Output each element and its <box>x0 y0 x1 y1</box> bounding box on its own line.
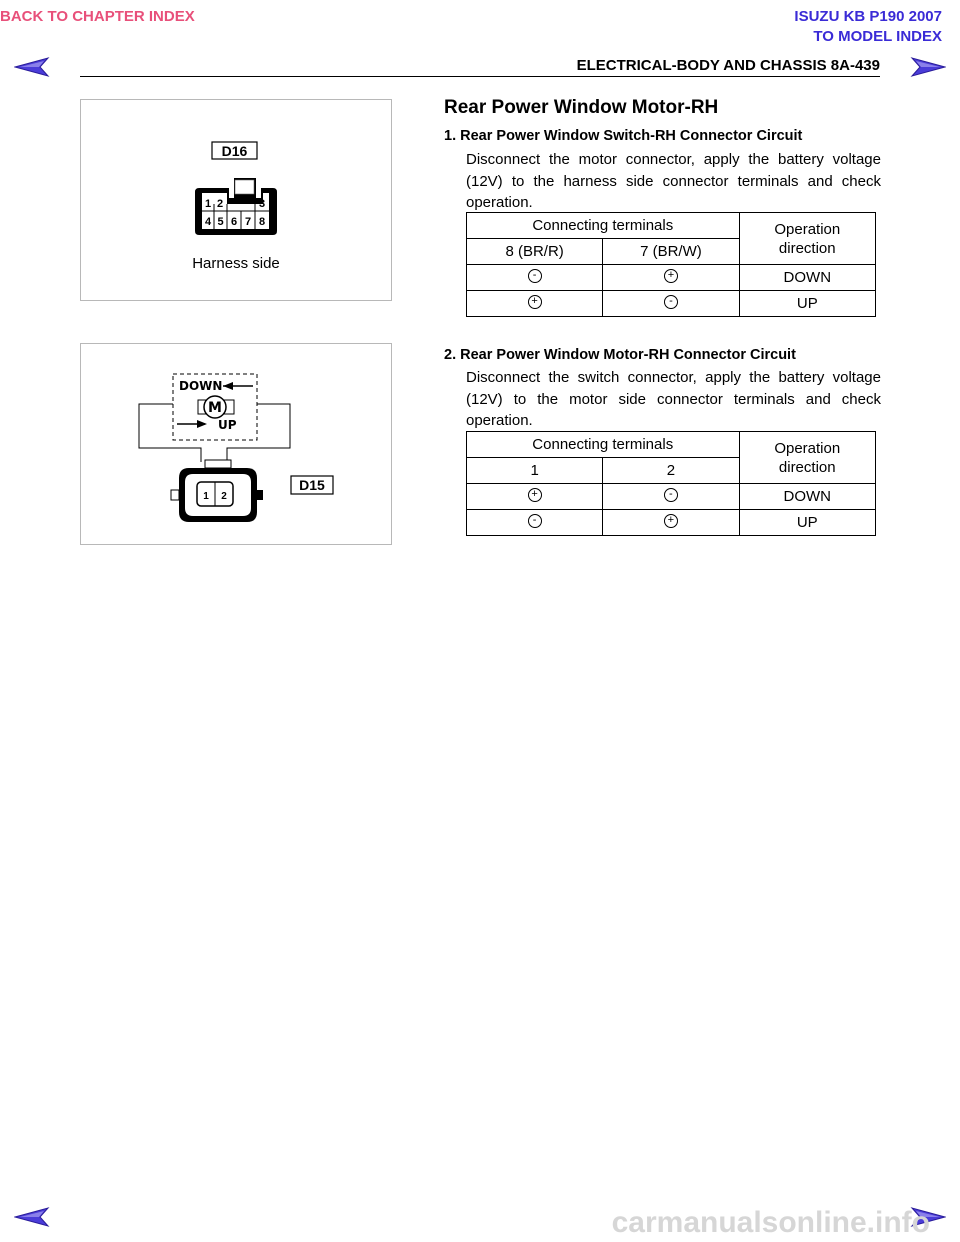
d16-id-label: D16 <box>221 143 248 159</box>
d16-pin-4: 4 <box>204 216 212 228</box>
d15-pin-1: 1 <box>203 491 209 502</box>
polarity-symbol: + <box>664 269 678 283</box>
step-2-line-3: operation. <box>466 412 533 429</box>
step-1-line-3: operation. <box>466 194 533 211</box>
up-label: UP <box>218 418 237 432</box>
d15-motor-connector-figure <box>80 343 392 545</box>
d16-pin-1: 1 <box>204 198 212 210</box>
d15-motor-diagram <box>81 344 391 544</box>
d16-connector-figure <box>80 99 392 301</box>
direction-header: Operation direction <box>739 432 876 484</box>
page-heading: Rear Power Window Motor-RH <box>444 97 719 118</box>
polarity-symbol: - <box>528 514 542 528</box>
table-row <box>467 265 876 291</box>
table-row <box>467 484 876 510</box>
step-2-title: 2. Rear Power Window Motor-RH Connector Circuit <box>444 347 796 363</box>
back-to-chapter-index-link[interactable]: BACK TO CHAPTER INDEX <box>0 8 195 25</box>
polarity-symbol: + <box>528 488 542 502</box>
d16-pin-8: 8 <box>258 216 266 228</box>
d16-pin-5: 5 <box>217 216 224 228</box>
polarity-symbol: - <box>528 269 542 283</box>
watermark: carmanualsonline.info <box>611 1206 930 1239</box>
d16-pin-3: 3 <box>258 198 266 210</box>
terminal-col-1-header: 1 <box>467 458 603 484</box>
terminal-col-2-header: 7 (BR/W) <box>603 239 739 265</box>
step-2-line-2: (12V) to the motor side connector terminals and check <box>466 390 881 408</box>
polarity-symbol: + <box>664 514 678 528</box>
direction-cell: UP <box>739 510 876 536</box>
step-1-title: 1. Rear Power Window Switch-RH Connector Circuit <box>444 128 803 144</box>
step-2-line-1: Disconnect the switch connector, apply the battery voltage <box>466 369 881 386</box>
to-model-index-link[interactable]: TO MODEL INDEX <box>813 28 942 45</box>
d15-id-label: D15 <box>299 477 325 493</box>
terminal-col-2-header: 2 <box>603 458 739 484</box>
polarity-symbol: - <box>664 488 678 502</box>
terminals-header: Connecting terminals <box>467 432 740 458</box>
header-divider <box>80 76 880 77</box>
d16-pin-7: 7 <box>244 216 252 228</box>
down-label: DOWN <box>179 379 223 393</box>
d16-connector-diagram <box>81 100 391 300</box>
direction-header: Operation direction <box>739 213 875 265</box>
terminal-col-1-header: 8 (BR/R) <box>467 239 603 265</box>
motor-m-label: M <box>208 400 222 416</box>
polarity-symbol: + <box>528 295 542 309</box>
terminals-header: Connecting terminals <box>467 213 740 239</box>
d16-pin-6: 6 <box>230 216 238 228</box>
polarity-symbol: - <box>664 295 678 309</box>
back-arrow-icon[interactable] <box>14 56 50 78</box>
table-row <box>467 510 876 536</box>
model-title: ISUZU KB P190 2007 <box>794 8 942 25</box>
harness-side-caption: Harness side <box>192 255 280 272</box>
table-row <box>467 291 876 317</box>
direction-cell: DOWN <box>739 484 876 510</box>
d16-pin-2: 2 <box>216 198 224 210</box>
step-1-line-2: (12V) to the harness side connector terminals and check <box>466 172 881 190</box>
bottom-back-arrow-icon[interactable] <box>14 1206 50 1228</box>
direction-cell: DOWN <box>739 265 875 291</box>
step-1-description <box>466 149 881 214</box>
forward-arrow-icon[interactable] <box>910 56 946 78</box>
d15-pin-2: 2 <box>221 491 227 502</box>
section-header: ELECTRICAL-BODY AND CHASSIS 8A-439 <box>576 57 880 74</box>
step-2-description <box>466 367 881 432</box>
direction-cell: UP <box>739 291 875 317</box>
step-1-terminal-table <box>466 212 876 317</box>
step-1-line-1: Disconnect the motor connector, apply the battery voltage <box>466 151 881 168</box>
step-2-terminal-table <box>466 431 876 536</box>
